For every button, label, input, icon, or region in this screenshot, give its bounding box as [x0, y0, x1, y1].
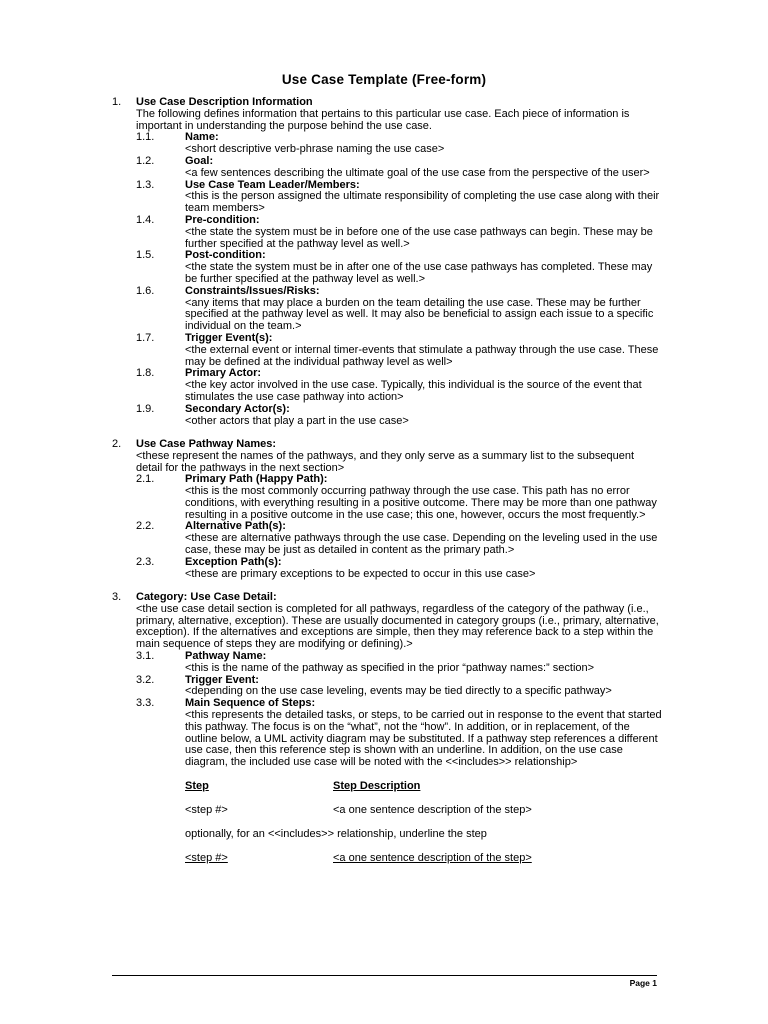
subsection-3-3: [112, 698, 662, 769]
footer-divider: [112, 975, 657, 976]
steps-header-row: [185, 781, 662, 793]
subsection-1-3: [112, 180, 662, 215]
subsection-title: Primary Path (Happy Path):: [185, 473, 328, 486]
subsection-3-2: [112, 675, 662, 699]
subsection-text: <a few sentences describing the ultimate goal of the use case from the perspective of the user>: [185, 166, 650, 179]
section-body: The following defines information that pertains to this particular use case. Each piece of information is important in understanding the purpose behind the use case.: [136, 107, 630, 132]
subsection-text: <depending on the use case leveling, events may be tied directly to a specific pathway>: [185, 685, 612, 698]
subsection-text: <this is the most commonly occurring pathway through the use case. This path has no error conditions, with everything resulting in a positive outcome. There may be more than one pathway resulting in a positive outcome in the use case; this one, however, occurs the most frequently.>: [185, 485, 657, 521]
section-3: [112, 592, 662, 865]
document-title: Use Case Template (Free-form): [281, 72, 487, 87]
subsection-text: <the state the system must be in before one of the use case pathways can begin. These may be further specified at the pathway level as well.>: [185, 225, 653, 250]
subsection-number: 3.2.: [136, 673, 155, 686]
step-description: <a one sentence description of the step>: [333, 804, 532, 817]
subsection-text: <the external event or internal timer-events that stimulate a pathway through the use case. These may be defined at the individual pathway level as well>: [185, 343, 659, 368]
subsection-number: 2.2.: [136, 520, 155, 533]
subsection-text: <this represents the detailed tasks, or steps, to be carried out in response to the event that started this pathway. The focus is on the “what”, not the “how”. In addition, or in replacement, of the outline below, a UML activity diagram may be substituted. If a pathway step references a different use case, then this reference step is shown with an underline. In addition, on the use case diagram, the included use case will be noted with the <<includes>> relationship>: [185, 709, 662, 769]
section-2: [112, 439, 662, 581]
subsection-number: 1.6.: [136, 284, 155, 297]
subsection-text: <the state the system must be in after one of the use case pathways has completed. These may be further specified at the pathway level as well.>: [185, 261, 653, 285]
subsection-title: Name:: [185, 131, 219, 144]
subsection-title: Goal:: [185, 154, 214, 167]
document-content: [112, 97, 662, 877]
subsection-title: Trigger Event:: [185, 673, 259, 686]
subsection-title: Pre-condition:: [185, 213, 260, 226]
subsection-title: Exception Path(s):: [185, 555, 282, 568]
subsection-text: <this is the name of the pathway as specified in the prior “pathway names:” section>: [185, 661, 595, 674]
subsection-text: <the key actor involved in the use case. Typically, this individual is the source of the event that stimulates the use case pathway into action>: [185, 379, 642, 403]
subsection-3-1: [112, 651, 662, 675]
subsection-title: Post-condition:: [185, 249, 266, 262]
subsection-number: 3.3.: [136, 697, 155, 710]
step-column-header: Step: [185, 780, 209, 793]
subsection-2-2: [112, 521, 662, 556]
subsection-1-8: [112, 368, 662, 403]
subsection-text: <any items that may place a burden on the team detailing the use case. These may be further specified at the pathway level as well. It may also be beneficial to assign each issue to a specific individual on the team.>: [185, 296, 654, 333]
section-title: Category: Use Case Detail:: [136, 591, 277, 604]
subsection-number: 1.4.: [136, 213, 155, 226]
subsection-1-6: [112, 286, 662, 333]
subsection-2-3: [112, 557, 662, 581]
subsection-number: 1.5.: [136, 249, 155, 262]
steps-note: optionally, for an <<includes>> relationship, underline the step: [185, 828, 487, 841]
section-heading: [112, 439, 662, 451]
step-number: <step #>: [185, 804, 228, 817]
subsection-number: 1.3.: [136, 178, 155, 191]
subsection-1-5: [112, 250, 662, 285]
subsection-number: 1.2.: [136, 154, 155, 167]
subsection-title: Primary Actor:: [185, 367, 262, 380]
section-title: Use Case Pathway Names:: [136, 437, 277, 450]
subsection-number: 1.7.: [136, 331, 155, 344]
steps-row: [185, 805, 662, 817]
subsection-title: Main Sequence of Steps:: [185, 697, 316, 710]
section-body: <the use case detail section is completed for all pathways, regardless of the category of the pathway (i.e., primary, alternative, exception). These are usually documented in category groups (i.e., primary, alternative, exception). If the alternatives and exceptions are simple, then they may reference back to a step within the main sequence of steps they are modifying or defining).>: [136, 602, 659, 651]
subsection-number: 3.1.: [136, 650, 155, 663]
subsection-text: <short descriptive verb-phrase naming the use case>: [185, 143, 445, 156]
subsection-number: 1.9.: [136, 402, 155, 415]
subsection-title: Constraints/Issues/Risks:: [185, 284, 320, 297]
section-number: 2.: [112, 437, 122, 450]
steps-table: [112, 781, 662, 865]
subsection-title: Secondary Actor(s):: [185, 402, 290, 415]
section-heading: [112, 592, 662, 604]
steps-row-underlined: [185, 853, 662, 865]
subsection-1-1: [112, 132, 662, 156]
subsection-title: Trigger Event(s):: [185, 331, 273, 344]
step-description-column-header: Step Description: [333, 780, 421, 793]
subsection-1-4: [112, 215, 662, 250]
section-body: <these represent the names of the pathways, and they only serve as a summary list to the subsequent detail for the pathways in the next section>: [136, 449, 635, 474]
section-number: 1.: [112, 96, 122, 108]
subsection-1-7: [112, 333, 662, 368]
subsection-1-2: [112, 156, 662, 180]
subsection-text: <these are alternative pathways through the use case. Depending on the leveling used in the use case, these may be just as detailed in content as the primary path.>: [185, 532, 658, 557]
subsection-text: <these are primary exceptions to be expected to occur in this use case>: [185, 567, 536, 580]
subsection-title: Pathway Name:: [185, 650, 267, 663]
subsection-number: 1.8.: [136, 367, 155, 380]
subsection-2-1: [112, 474, 662, 521]
subsection-title: Use Case Team Leader/Members:: [185, 178, 360, 191]
subsection-1-9: [112, 404, 662, 428]
subsection-number: 2.3.: [136, 555, 155, 568]
subsection-title: Alternative Path(s):: [185, 520, 286, 533]
section-number: 3.: [112, 591, 122, 604]
section-heading: [112, 97, 662, 109]
subsection-number: 1.1.: [136, 131, 155, 144]
step-number: <step #>: [185, 852, 228, 865]
page-number: Page 1: [629, 978, 657, 988]
subsection-text: <this is the person assigned the ultimate responsibility of completing the use case along with their team members>: [185, 190, 660, 215]
subsection-number: 2.1.: [136, 473, 155, 486]
subsection-text: <other actors that play a part in the use case>: [185, 414, 409, 427]
section-1: [112, 97, 662, 427]
section-title: Use Case Description Information: [136, 96, 313, 108]
step-description: <a one sentence description of the step>: [333, 852, 532, 865]
